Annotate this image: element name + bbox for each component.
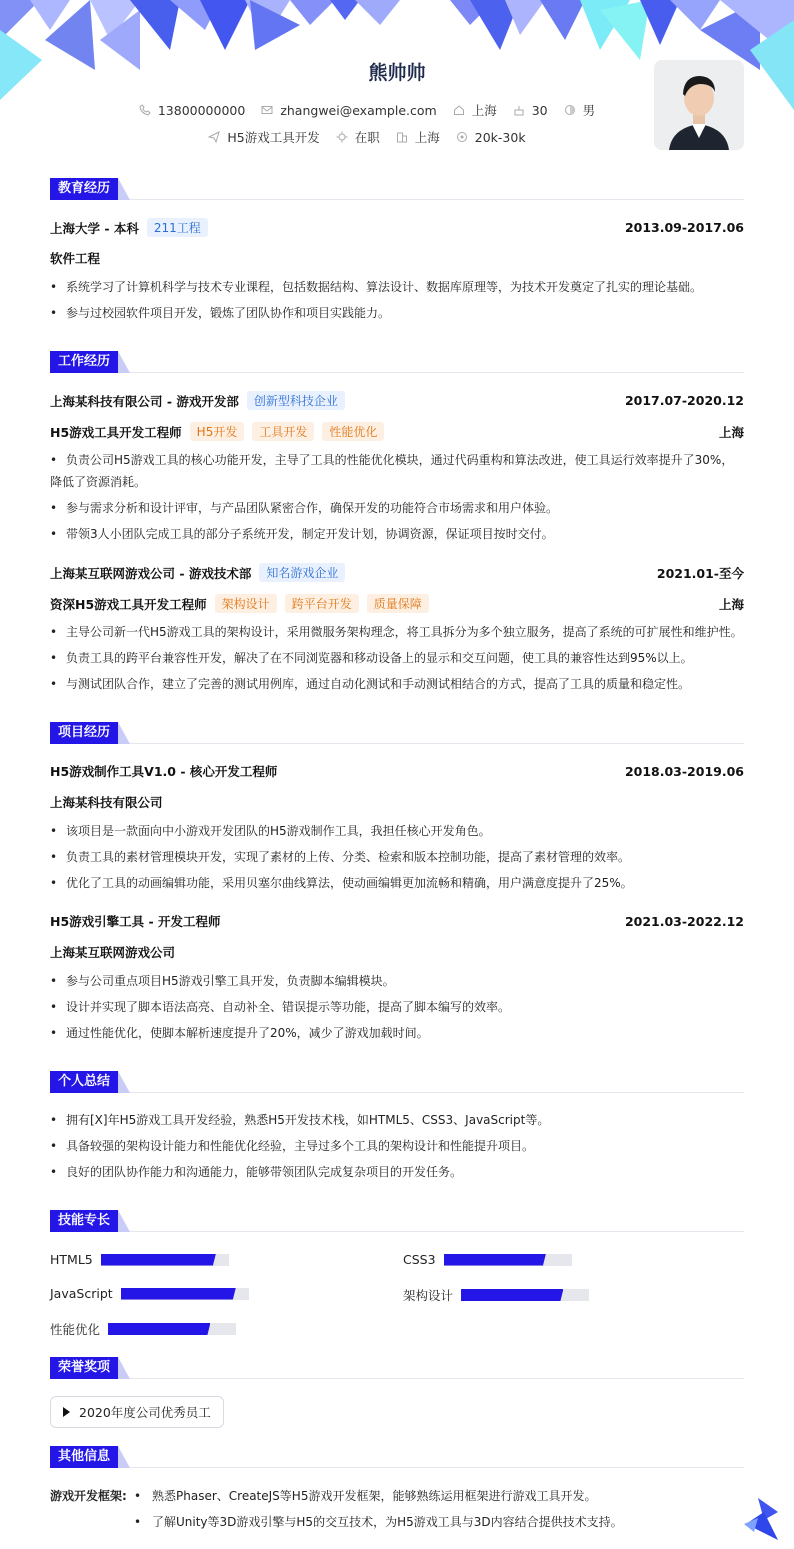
target-city-item (396, 128, 440, 146)
skill-item (50, 1252, 229, 1267)
role-row (50, 594, 744, 613)
project-company: 上海某互联网游戏公司 (50, 945, 176, 960)
list-item: • 负责工具的素材管理模块开发，实现了素材的上传、分类、检索和版本控制功能，提高了素材管理的效率。 (50, 847, 744, 867)
location-text: 上海 (471, 103, 497, 118)
section-label: 个人总结 (50, 1071, 118, 1093)
work-date: 2021.01-至今 (656, 565, 744, 581)
salary-item (456, 130, 526, 145)
list-item: • 负责工具的跨平台兼容性开发，解决了在不同浏览器和移动设备上的显示和交互问题，使工具的兼容性达到95%以上。 (50, 648, 744, 668)
profile-header (0, 0, 794, 170)
skill-bar-fill (461, 1289, 563, 1301)
position-item (208, 128, 319, 146)
skill-item (50, 1286, 249, 1301)
work-city: 上海 (718, 424, 744, 440)
skill-bar-fill (444, 1254, 546, 1266)
list-item-continuation: 降低了资源消耗。 (50, 475, 147, 489)
gender-icon (564, 104, 576, 116)
list-item: • 优化了工具的动画编辑功能，采用贝塞尔曲线算法，使动画编辑更加流畅和精确，用户满意度提升了25%。 (50, 873, 744, 893)
company-name: 上海某科技有限公司 - 游戏开发部 (50, 393, 239, 409)
status-icon (336, 131, 348, 143)
education-date: 2013.09-2017.06 (624, 220, 744, 235)
skill-bar-fill (121, 1288, 236, 1300)
company-name: 上海某互联网游戏公司 - 游戏技术部 (50, 565, 252, 581)
avatar (654, 60, 744, 150)
project-date: 2021.03-2022.12 (624, 913, 744, 929)
school-tag: 211工程 (147, 218, 208, 237)
list-item: • 负责公司H5游戏工具的核心功能开发，主导了工具的性能优化模块，通过代码重构和算法改进，使工具运行效率提升了30%， (50, 450, 744, 470)
skill-bar (101, 1254, 229, 1266)
role-name: 资深H5游戏工具开发工程师 (50, 596, 207, 612)
section-label: 荣誉奖项 (50, 1357, 118, 1379)
list-item: • 参与需求分析和设计评审，与产品团队紧密合作，确保开发的功能符合市场需求和用户体验。 (50, 498, 744, 518)
skills-section (50, 1210, 744, 1232)
section-title-summary (50, 1071, 744, 1093)
list-item: • 具备较强的架构设计能力和性能优化经验，主导过多个工具的架构设计和性能提升项目。 (50, 1136, 744, 1156)
list-item: • 该项目是一款面向中小游戏开发团队的H5游戏制作工具，我担任核心开发角色。 (50, 821, 744, 841)
list-item: • 参与过校园软件项目开发，锻炼了团队协作和项目实践能力。 (50, 303, 744, 323)
company-header (50, 563, 744, 582)
position-text: H5游戏工具开发 (227, 130, 320, 145)
section-title-projects (50, 722, 744, 744)
company-header (50, 391, 744, 410)
role-tag: 架构设计 (215, 594, 277, 613)
project-date: 2018.03-2019.06 (624, 763, 744, 779)
skill-bar-fill (101, 1254, 216, 1266)
salary-text: 20k-30k (474, 129, 526, 145)
send-icon (208, 131, 220, 143)
project-company: 上海某科技有限公司 (50, 795, 163, 810)
skill-name: HTML5 (50, 1252, 93, 1267)
skill-bar (444, 1254, 572, 1266)
target-city-text: 上海 (414, 130, 440, 145)
mail-icon (261, 104, 273, 116)
projects-section (50, 722, 744, 744)
award-text: 2020年度公司优秀员工 (79, 1405, 211, 1420)
award-item[interactable] (50, 1396, 224, 1428)
location-item (453, 101, 497, 119)
skill-bar (108, 1323, 236, 1335)
company-tag: 创新型科技企业 (247, 391, 345, 410)
major-row (50, 249, 744, 267)
avatar-portrait (654, 60, 744, 150)
skill-bar (121, 1288, 249, 1300)
work-date: 2017.07-2020.12 (624, 393, 744, 408)
list-item: • 设计并实现了脚本语法高亮、自动补全、错误提示等功能，提高了脚本编写的效率。 (50, 997, 744, 1017)
list-item: • 主导公司新一代H5游戏工具的架构设计，采用微服务架构理念，将工具拆分为多个独立服务，提高了系统的可扩展性和维护性。 (50, 622, 744, 642)
skill-name: JavaScript (50, 1286, 113, 1301)
expand-triangle-icon (63, 1407, 70, 1417)
cake-icon (513, 104, 525, 116)
work-section (50, 351, 744, 373)
job-intent-row (0, 128, 734, 146)
age-item (513, 103, 548, 118)
section-label: 其他信息 (50, 1446, 118, 1468)
major-name: 软件工程 (50, 251, 101, 266)
email-item (261, 103, 436, 118)
role-tag: 跨平台开发 (285, 594, 359, 613)
school-name: 上海大学 - 本科 (50, 220, 139, 236)
role-tag: H5开发 (190, 422, 245, 441)
list-item: • 参与公司重点项目H5游戏引擎工具开发，负责脚本编辑模块。 (50, 971, 744, 991)
section-label: 项目经历 (50, 722, 118, 744)
skill-item (50, 1320, 236, 1338)
company-tag: 知名游戏企业 (259, 563, 345, 582)
phone-icon (139, 104, 151, 116)
project-header (50, 762, 744, 780)
list-item: • 熟悉Phaser、CreateJS等H5游戏开发框架，能够熟练运用框架进行游戏工具开发。 (134, 1486, 734, 1506)
salary-icon (456, 131, 468, 143)
section-title-skills (50, 1210, 744, 1232)
age-text: 30 (531, 102, 548, 118)
section-title-awards (50, 1357, 744, 1379)
skill-name: 架构设计 (403, 1288, 454, 1303)
project-name: H5游戏引擎工具 - 开发工程师 (50, 914, 221, 929)
gender-text: 男 (582, 103, 596, 118)
corner-decoration (744, 1498, 778, 1540)
home-icon (453, 104, 465, 116)
list-item: • 拥有[X]年H5游戏工具开发经验，熟悉H5开发技术栈，如HTML5、CSS3、JavaScript等。 (50, 1110, 744, 1130)
section-label: 工作经历 (50, 351, 118, 373)
work-city: 上海 (718, 596, 744, 612)
candidate-name: 熊帅帅 (368, 62, 426, 84)
status-text: 在职 (354, 130, 380, 145)
other-label: 游戏开发框架: (50, 1489, 127, 1503)
section-title-other (50, 1446, 744, 1468)
awards-section (50, 1357, 744, 1379)
email-address: zhangwei@example.com (280, 102, 437, 118)
project-company-row (50, 943, 744, 961)
role-tag: 性能优化 (322, 422, 384, 441)
contact-row (0, 101, 734, 119)
role-name: H5游戏工具开发工程师 (50, 424, 182, 440)
list-item: • 与测试团队合作，建立了完善的测试用例库，通过自动化测试和手动测试相结合的方式，提高了工具的质量和稳定性。 (50, 674, 744, 694)
list-item: • 了解Unity等3D游戏引擎与H5的交互技术，为H5游戏工具与3D内容结合提供技术支持。 (134, 1512, 734, 1532)
project-name: H5游戏制作工具V1.0 - 核心开发工程师 (50, 764, 278, 779)
summary-section (50, 1071, 744, 1093)
skill-name: 性能优化 (50, 1322, 101, 1337)
skill-bar (461, 1289, 589, 1301)
skill-name: CSS3 (403, 1252, 436, 1267)
list-item: • 系统学习了计算机科学与技术专业课程，包括数据结构、算法设计、数据库原理等，为技术开发奠定了扎实的理论基础。 (50, 277, 744, 297)
list-item: • 带领3人小团队完成工具的部分子系统开发，制定开发计划，协调资源，保证项目按时交付。 (50, 524, 744, 544)
project-header (50, 912, 744, 930)
skill-item (403, 1286, 589, 1304)
education-header (50, 218, 744, 237)
other-section (50, 1446, 744, 1468)
role-tag: 工具开发 (252, 422, 314, 441)
role-tag: 质量保障 (367, 594, 429, 613)
skill-item (403, 1252, 572, 1267)
list-item: • 良好的团队协作能力和沟通能力，能够带领团队完成复杂项目的开发任务。 (50, 1162, 744, 1182)
section-title-work (50, 351, 744, 373)
phone-number: 13800000000 (157, 102, 246, 118)
section-label: 教育经历 (50, 178, 118, 200)
skill-bar-fill (108, 1323, 210, 1335)
section-title-education (50, 178, 744, 200)
gender-item (564, 101, 596, 119)
project-company-row (50, 793, 744, 811)
education-section (50, 178, 744, 200)
list-item: • 通过性能优化，使脚本解析速度提升了20%，减少了游戏加载时间。 (50, 1023, 744, 1043)
section-label: 技能专长 (50, 1210, 118, 1232)
role-row (50, 422, 744, 441)
phone-item (139, 103, 245, 118)
building-icon (396, 131, 408, 143)
status-item (336, 128, 380, 146)
